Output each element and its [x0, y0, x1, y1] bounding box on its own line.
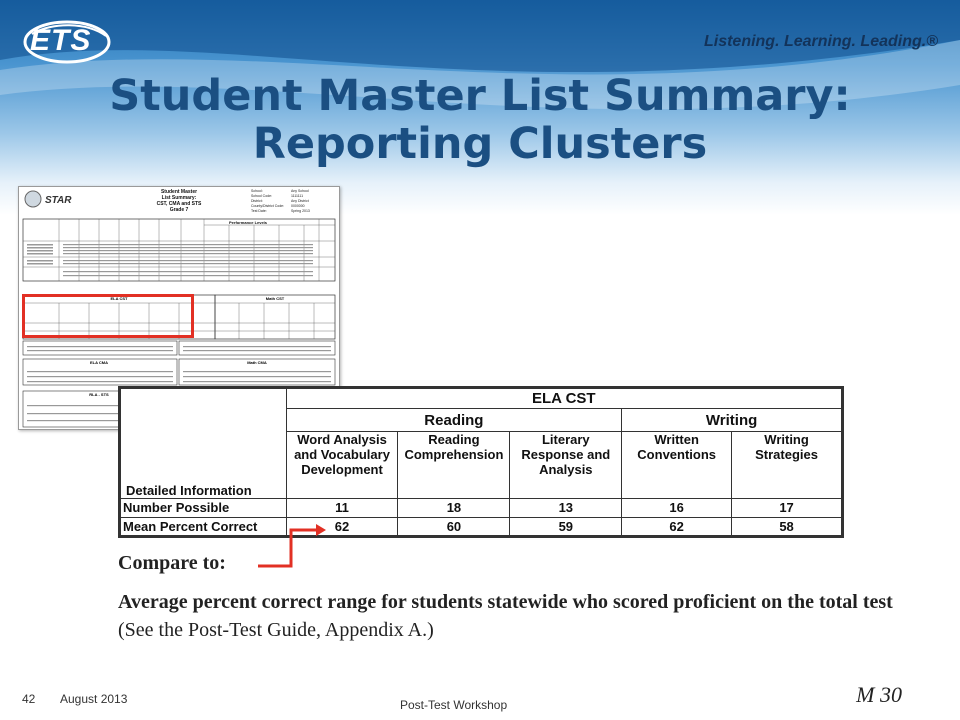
thumb-section-math-cst: Math CST	[265, 296, 285, 301]
page-number: 42	[22, 692, 36, 706]
title-line-2: Reporting Clusters	[252, 119, 708, 169]
row-label-mean-percent-correct: Mean Percent Correct	[121, 517, 287, 535]
thumb-info-value-1: Any School	[291, 189, 309, 193]
thumb-info-1: School:	[251, 189, 263, 193]
thumb-info-3: District:	[251, 199, 263, 203]
comparison-reference-text: (See the Post-Test Guide, Appendix A.)	[118, 619, 434, 641]
thumb-perf-header: Performance Levels	[229, 220, 268, 225]
table-cell: 58	[732, 517, 842, 535]
thumbnail-highlight-box	[22, 294, 194, 338]
thumb-section-math-cma: Math CMA	[247, 360, 267, 365]
tagline: Listening. Learning. Leading.®	[703, 33, 938, 50]
thumb-title-1: Student Master	[160, 189, 198, 195]
thumb-info-value-4: 0000000	[291, 204, 305, 208]
row-label-number-possible: Number Possible	[121, 499, 287, 517]
row-header-detailed-information: Detailed Information	[126, 483, 252, 498]
thumb-section-ela-cst: ELA CST	[110, 296, 128, 301]
table-title: ELA CST	[286, 389, 841, 409]
column-header-written-conventions: Written Conventions	[622, 431, 732, 498]
comparison-paragraph	[118, 588, 918, 644]
thumb-info-2: School Code:	[251, 194, 273, 198]
table-cell: 13	[510, 499, 622, 517]
footer-date: August 2013	[60, 692, 128, 706]
slide-title	[40, 72, 920, 168]
table-cell: 18	[398, 499, 510, 517]
table-cell: 16	[622, 499, 732, 517]
table-cell: 62	[286, 517, 398, 535]
compare-label: Compare to:	[118, 552, 226, 574]
footer-center-text: Post-Test Workshop	[400, 698, 508, 712]
comparison-bold-text: Average percent correct range for students statewide who scored proficient on the total test	[118, 591, 893, 613]
column-header-literary-response: Literary Response and Analysis	[510, 431, 622, 498]
group-reading: Reading	[286, 409, 622, 431]
column-header-reading-comprehension: Reading Comprehension	[398, 431, 510, 498]
table-cell: 17	[732, 499, 842, 517]
table-cell: 60	[398, 517, 510, 535]
ets-logo-text: ETS	[30, 24, 92, 57]
thumb-info-5: Test Date:	[251, 209, 267, 213]
thumb-section-ela-cma: ELA CMA	[89, 360, 109, 365]
thumb-title-3: CST, CMA and STS	[156, 201, 202, 207]
thumb-info-value-2: 1111111	[291, 194, 304, 198]
column-header-writing-strategies: Writing Strategies	[732, 431, 842, 498]
table-cell: 62	[622, 517, 732, 535]
thumb-title-2: List Summary:	[161, 195, 197, 201]
thumb-info-4: County/District Code:	[251, 204, 285, 208]
column-header-word-analysis: Word Analysis and Vocabulary Development	[286, 431, 398, 498]
table-cell: 59	[510, 517, 622, 535]
thumb-info-value-3: Any District	[291, 199, 309, 203]
module-code: M 30	[856, 682, 902, 707]
ela-cst-table	[118, 386, 844, 538]
title-line-1: Student Master List Summary:	[109, 71, 851, 121]
thumb-brand: STAR	[45, 195, 72, 206]
thumb-info-value-5: Spring 2013	[291, 209, 310, 213]
thumb-title-4: Grade 7	[169, 207, 189, 213]
thumb-section-rla-sts: RLA - STS	[89, 392, 109, 397]
table-cell: 11	[286, 499, 398, 517]
group-writing: Writing	[622, 409, 842, 431]
